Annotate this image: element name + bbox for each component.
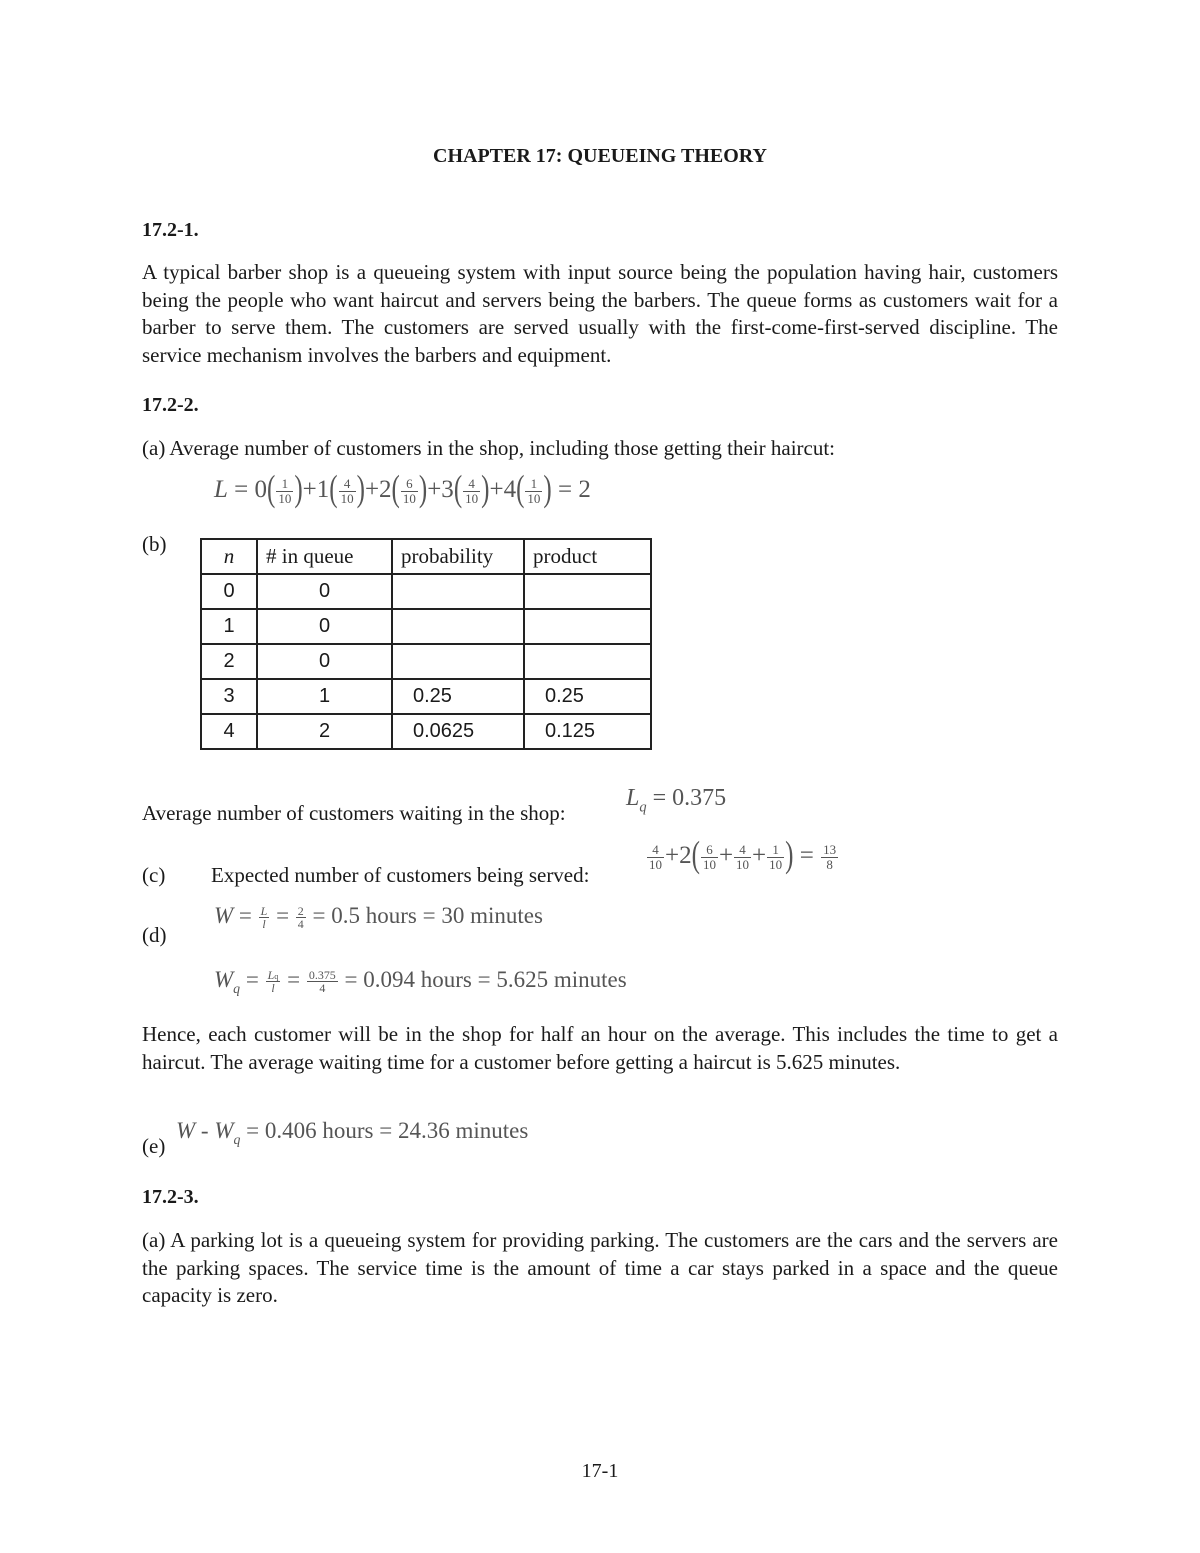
cell-product xyxy=(524,609,651,644)
table-row xyxy=(201,679,651,714)
lq-value: = 0.375 xyxy=(652,785,727,811)
section-heading-17-2-2: 17.2-2. xyxy=(142,394,199,416)
table-row xyxy=(201,574,651,609)
cell-product: 0.25 xyxy=(524,679,651,714)
cell-in-queue: 1 xyxy=(257,679,392,714)
section-17-2-3-part-a: (a) A parking lot is a queueing system for providing parking. The customers are the cars and the servers are the parking spaces. The service time is the amount of time a car stays parked in a space and the queue capacity is zero. xyxy=(142,1228,1058,1307)
cell-n: 0 xyxy=(201,574,257,609)
hence-paragraph: Hence, each customer will be in the shop for half an hour on the average. This includes the time to get a haircut. The average waiting time for a customer before getting a haircut is 5.625 minutes. xyxy=(142,1022,1058,1074)
section-heading-17-2-1: 17.2-1. xyxy=(142,219,199,241)
cell-n: 3 xyxy=(201,679,257,714)
formula-w-minus-wq: $W - W_q = 0.406$ hours = 24.36 minutes xyxy=(176,1118,529,1148)
part-e-label: (e) xyxy=(142,1134,166,1158)
cell-probability xyxy=(392,644,524,679)
cell-product xyxy=(524,574,651,609)
wq-result: = 0.094 hours = 5.625 minutes xyxy=(344,967,627,992)
cell-n: 1 xyxy=(201,609,257,644)
part-c-text: Expected number of customers being served: xyxy=(211,863,590,887)
section-heading-17-2-3: 17.2-3. xyxy=(142,1186,199,1208)
cell-probability xyxy=(392,574,524,609)
cell-product xyxy=(524,644,651,679)
header-probability: probability xyxy=(392,539,524,574)
table-row xyxy=(201,609,651,644)
header-n: n xyxy=(201,539,257,574)
cell-n: 2 xyxy=(201,644,257,679)
header-in-queue: # in queue xyxy=(257,539,392,574)
table-row xyxy=(201,714,651,749)
w-result: = 0.5 hours = 30 minutes xyxy=(312,903,543,928)
cell-probability: 0.25 xyxy=(392,679,524,714)
waiting-text: Average number of customers waiting in the shop: xyxy=(142,801,566,825)
cell-product: 0.125 xyxy=(524,714,651,749)
table-header-row xyxy=(201,539,651,574)
page-number: 17-1 xyxy=(581,1460,619,1482)
e-result: = 0.406 hours = 24.36 minutes xyxy=(246,1118,529,1143)
part-c-label: (c) xyxy=(142,863,166,887)
queue-table xyxy=(200,538,652,750)
cell-probability: 0.0625 xyxy=(392,714,524,749)
cell-in-queue: 0 xyxy=(257,609,392,644)
formula-wq: $W_q$ = $\frac{Lq}{l}$ = $\frac{0.375}{4}$ = 0.094 hours = 5.625 minutes xyxy=(214,967,627,997)
formula-w: W = $\frac{L}{l}$ = $\frac{2}{4}$ = 0.5 hours = 30 minutes xyxy=(214,903,543,932)
part-d-label: (d) xyxy=(142,923,167,947)
cell-in-queue: 0 xyxy=(257,574,392,609)
formula-lq: $L_q = 0.375$ xyxy=(626,785,727,816)
part-a-text: (a) Average number of customers in the shop, including those getting their haircut: xyxy=(142,436,836,460)
cell-in-queue: 0 xyxy=(257,644,392,679)
part-b-label: (b) xyxy=(142,532,167,556)
header-product: product xyxy=(524,539,651,574)
section-17-2-1-paragraph: A typical barber shop is a queueing system with input source being the population having hair, customers being the people who want haircut and servers being the barbers. The queue forms as customers wait for a barber to serve them. The customers are served usually with the first-come-first-served discipline. The service mechanism involves the barbers and equipment. xyxy=(142,260,1058,367)
formula-l: L = 0( $\frac{1}{10}$ )+1( $\frac{4}{10}$ )+2( $\frac{6}{10}$ )+3( $\frac{4}{10}$ )+4( $\frac{1}{10}$ ) = 2 xyxy=(214,469,591,510)
cell-in-queue: 2 xyxy=(257,714,392,749)
chapter-title: CHAPTER 17: QUEUEING THEORY xyxy=(433,145,767,167)
formula-served: $\frac{4}{10}$ +2( $\frac{6}{10}$ + $\frac{4}{10}$ + $\frac{1}{10}$ ) = $\frac{13}{8}$ xyxy=(649,835,837,876)
cell-probability xyxy=(392,609,524,644)
table-row xyxy=(201,644,651,679)
cell-n: 4 xyxy=(201,714,257,749)
